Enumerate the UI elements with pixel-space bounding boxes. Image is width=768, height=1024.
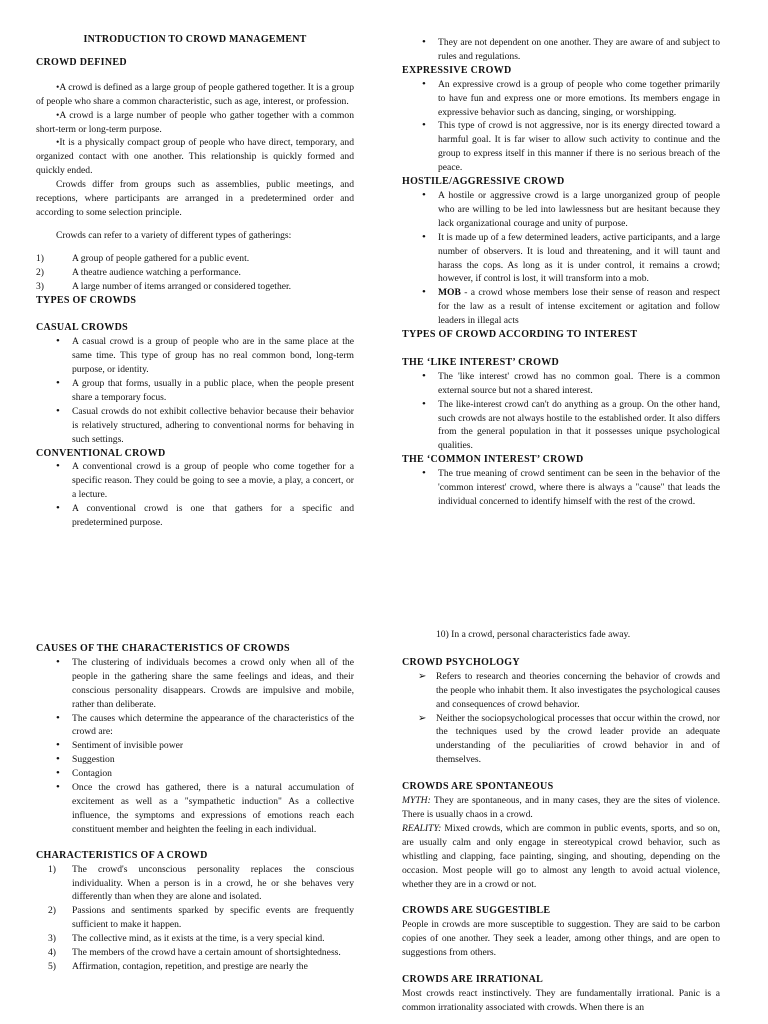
casual-heading: CASUAL CROWDS — [36, 322, 128, 334]
casual-list — [36, 335, 354, 446]
column-bottom-left — [36, 642, 354, 974]
definition-3: •It is a physically compact group of people who have direct, temporary, and organized contact with one another. This relationship is quickly formed and quickly ended. — [36, 137, 354, 177]
characteristics-list — [36, 863, 354, 974]
list-item: 2) Passions and sentiments sparked by specific events are frequently sufficient to make it happen. — [48, 905, 354, 931]
irrational-paragraph: Most crowds react instinctively. They are fundamentally irrational. Panic is a common irrationality associated with crowds. When there is an — [402, 987, 720, 1013]
definition-2: •A crowd is a large number of people who gather together with a common short-term or long-term purpose. — [36, 109, 354, 135]
definition-4: Crowds differ from groups such as assemblies, public meetings, and receptions, where participants are arranged in a predetermined order and according to some selection principle. — [36, 179, 354, 218]
column-top-right — [402, 36, 720, 509]
common-interest-heading: THE ‘COMMON INTEREST’ CROWD — [402, 454, 584, 466]
list-item: ➢ Neither the sociopsychological processes that occur within the crowd, nor the techniques used by the crowd leader provide an adequate understanding of the peculiarities of crowd behavior in and of themselves. — [402, 712, 720, 768]
list-item: • Casual crowds do not exhibit collective behavior because their behavior is relatively structured, adhering to conventional norms for behaving in such settings. — [36, 405, 354, 447]
mob-term: MOB — [438, 287, 461, 299]
like-interest-list — [402, 370, 720, 453]
crowd-defined-heading: CROWD DEFINED — [36, 56, 127, 68]
variety-intro: Crowds can refer to a variety of different types of gatherings: — [56, 229, 292, 241]
list-item: 3) The collective mind, as it exists at the time, is a very special kind. — [48, 933, 325, 945]
list-item: • A hostile or aggressive crowd is a large unorganized group of people who are willing to be led into lawlessness but are hesitant because they lack organizational courage and unity of purpose. — [402, 189, 720, 231]
list-item: • This type of crowd is not aggressive, nor is its energy directed toward a harmful goal. It is far wiser to allow such activity to continue and the group to express itself in this manner if there is no serious breach of the peace. — [402, 119, 720, 175]
suggestible-heading: CROWDS ARE SUGGESTIBLE — [402, 905, 551, 917]
conventional-list — [36, 460, 354, 530]
list-item: • It is made up of a few determined leaders, active participants, and a large number of observers. It is loud and threatening, and it will taunt and harass the cops. As long as it is under control, it remains a crowd; however, if control is lost, it will transform into a mob. — [402, 231, 720, 287]
causes-list — [36, 656, 354, 837]
list-item: • The true meaning of crowd sentiment can be seen in the behavior of the 'common interest' crowd, where there is always a "cause" that leads the individual concerned to identify himself with the rest of the crowd. — [402, 467, 720, 509]
conventional-heading: CONVENTIONAL CROWD — [36, 447, 166, 459]
myth-label: MYTH: — [402, 795, 431, 807]
list-item: • The causes which determine the appearance of the characteristics of the crowd are: — [36, 712, 354, 740]
list-item: • Contagion — [36, 767, 354, 781]
psychology-list — [402, 670, 720, 767]
common-interest-list — [402, 467, 720, 509]
list-item: • An expressive crowd is a group of people who come together primarily to have fun and express one or more emotions. Its members engage in expressive behavior such as dancing, singing, or worshipping. — [402, 78, 720, 120]
types-heading: TYPES OF CROWDS — [36, 294, 137, 306]
expressive-heading: EXPRESSIVE CROWD — [402, 64, 512, 76]
suggestible-paragraph: People in crowds are more susceptible to suggestion. They are said to be carbon copies of one another. They seek a leader, among other things, and are open to suggestions from others. — [402, 919, 720, 959]
spontaneous-heading: CROWDS ARE SPONTANEOUS — [402, 781, 554, 793]
causes-heading: CAUSES OF THE CHARACTERISTICS OF CROWDS — [36, 643, 290, 654]
myth-paragraph: MYTH: They are spontaneous, and in many cases, they are the sites of violence. There is usually chaos in a crowd. — [402, 795, 720, 820]
list-item: 1) A group of people gathered for a public event. — [36, 252, 250, 264]
list-item: • Suggestion — [36, 753, 354, 767]
definition-1: •A crowd is defined as a large group of people gathered together. It is a group of people who share a common characteristic, such as age, interest, or profession. — [36, 81, 354, 107]
list-item: 4) The members of the crowd have a certain amount of shortsightedness. — [48, 947, 341, 959]
list-item — [402, 286, 720, 328]
reality-label: REALITY: — [402, 822, 442, 834]
gatherings-list — [36, 252, 354, 294]
hostile-list — [402, 189, 720, 328]
list-item: 2) A theatre audience watching a performance. — [36, 266, 241, 278]
list-item: • The like-interest crowd can't do anything as a group. On the other hand, such crowds are not always hostile to the established order. It also differs from the general population in that it possesses unique psychological qualities. — [402, 398, 720, 454]
list-item: • Once the crowd has gathered, there is a natural accumulation of excitement as well as a "sympathetic induction" As a collective influence, the symptoms and expressions of emotions reach each constituent member and heighten the feeling in each individual. — [36, 781, 354, 837]
document-title: INTRODUCTION TO CROWD MANAGEMENT — [83, 34, 307, 45]
top-list — [402, 36, 720, 64]
hostile-heading: HOSTILE/AGGRESSIVE CROWD — [402, 176, 565, 188]
interest-heading: TYPES OF CROWD ACCORDING TO INTEREST — [402, 329, 638, 341]
characteristics-heading: CHARACTERISTICS OF A CROWD — [36, 849, 208, 861]
column-bottom-right — [402, 628, 720, 1015]
list-item: 1) The crowd's unconscious personality replaces the conscious individuality. When a person is in a crowd, he or she behaves very differently than when they are alone and isolated. — [48, 863, 354, 903]
list-item: • A group that forms, usually in a public place, when the people present share a temporary focus. — [36, 377, 354, 405]
irrational-heading: CROWDS ARE IRRATIONAL — [402, 974, 544, 986]
expressive-list — [402, 78, 720, 175]
like-interest-heading: THE ‘LIKE INTEREST’ CROWD — [402, 356, 560, 368]
list-item: 5) Affirmation, contagion, repetition, and prestige are nearly the — [48, 960, 308, 972]
column-top-left — [36, 33, 354, 530]
reality-paragraph: REALITY: Mixed crowds, which are common in public events, sports, and so on, are usually calm and only engage in stereotypical crowd behavior, such as whistling and clapping, face painting, singing, and shouting, depending on the occasion. Most people will go to almost any length to avoid actual violence, whether they are in a crowd or not. — [402, 822, 720, 890]
list-item: • The clustering of individuals becomes a crowd only when all of the people in the gathering share the same feelings and ideas, and their conscious personality disappears. Crowds are impulsive and mobile, rather than deliberate. — [36, 656, 354, 712]
list-item: 3) A large number of items arranged or considered together. — [36, 280, 292, 292]
list-item: • Sentiment of invisible power — [36, 739, 354, 753]
item-10: 10) In a crowd, personal characteristics fade away. — [436, 629, 631, 640]
list-item: • A conventional crowd is one that gathers for a specific and predetermined purpose. — [36, 502, 354, 530]
list-item: ➢ Refers to research and theories concerning the behavior of crowds and the people who inhabit them. It also investigates the psychological causes and consequences of crowd behavior. — [402, 670, 720, 712]
psychology-heading: CROWD PSYCHOLOGY — [402, 656, 520, 668]
list-item: • A conventional crowd is a group of people who come together for a specific reason. They could be going to see a movie, a play, a concert, or a lecture. — [36, 460, 354, 502]
list-item: • The 'like interest' crowd has no common goal. There is a common external source but not a shared interest. — [402, 370, 720, 398]
list-item: • They are not dependent on one another. They are aware of and subject to rules and regulations. — [402, 36, 720, 64]
mob-definition: - a crowd whose members lose their sense of reason and respect for the law as a result of intense excitement or agitation and follow leaders in illegal acts — [438, 287, 720, 327]
list-item: • A casual crowd is a group of people who are in the same place at the same time. This type of group has no real common bond, long-term purpose, or identity. — [36, 335, 354, 377]
